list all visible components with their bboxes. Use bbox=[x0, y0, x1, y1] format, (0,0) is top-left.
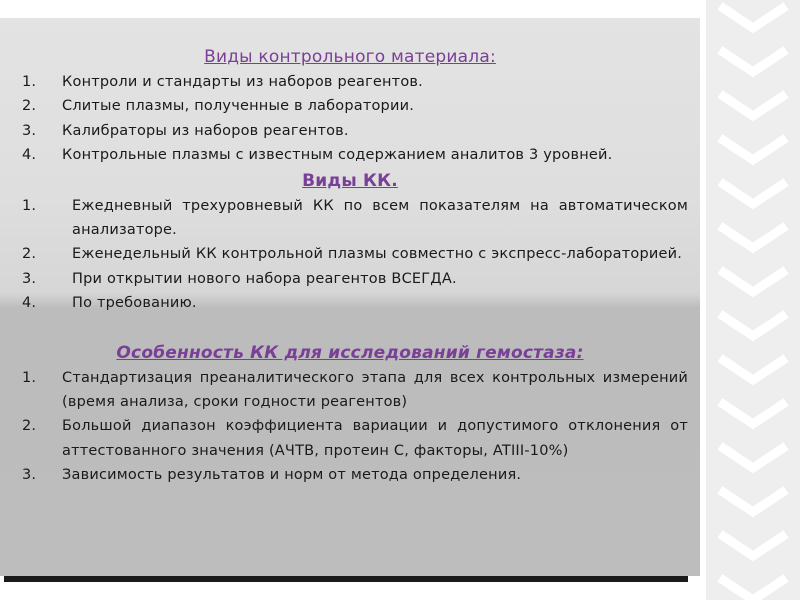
list-item: 1. Ежедневный трехуровневый КК по всем показателям на автоматическом анализаторе. bbox=[22, 197, 688, 239]
list-item: 2. Большой диапазон коэффициента вариации и допустимого отклонения от аттестованного значения (АЧТВ, протеин С, факторы, ATIII-10%) bbox=[22, 418, 688, 459]
list-item: 1. Контроли и стандарты из наборов реагентов. bbox=[22, 74, 423, 90]
slide-content bbox=[0, 44, 700, 488]
chevron-pattern-icon bbox=[706, 0, 800, 600]
list-item: 4. Контрольные плазмы с известным содержанием аналитов 3 уровней. bbox=[22, 147, 613, 164]
list-item: 3. Зависимость результатов и норм от метода определения. bbox=[22, 467, 522, 484]
qc-types-list bbox=[0, 194, 700, 316]
list-item: 2. Слитые плазмы, полученные в лаборатории. bbox=[22, 98, 415, 115]
decorative-chevron-strip bbox=[706, 0, 800, 600]
content-panel bbox=[0, 18, 700, 576]
hemostasis-features-list bbox=[0, 366, 700, 488]
section-title-hemostasis: Особенность КК для исследований гемостаза: bbox=[116, 342, 584, 363]
list-item: 1. Стандартизация преаналитического этапа для всех контрольных измерений (время анализа, сроки годности реагентов) bbox=[22, 369, 688, 411]
list-item: 3. При открытии нового набора реагентов ВСЕГДА. bbox=[22, 270, 457, 287]
list-item: 3. Калибраторы из наборов реагентов. bbox=[22, 122, 349, 139]
list-item: 2. Еженедельный КК контрольной плазмы совместно с экспресс-лабораторией. bbox=[22, 246, 683, 263]
spacer bbox=[0, 316, 700, 340]
section-title-qc-types: Виды КК. bbox=[302, 170, 398, 191]
list-item: 4. По требованию. bbox=[22, 295, 197, 312]
control-materials-list bbox=[0, 70, 700, 168]
section-title-control-materials: Виды контрольного материала: bbox=[204, 47, 496, 67]
